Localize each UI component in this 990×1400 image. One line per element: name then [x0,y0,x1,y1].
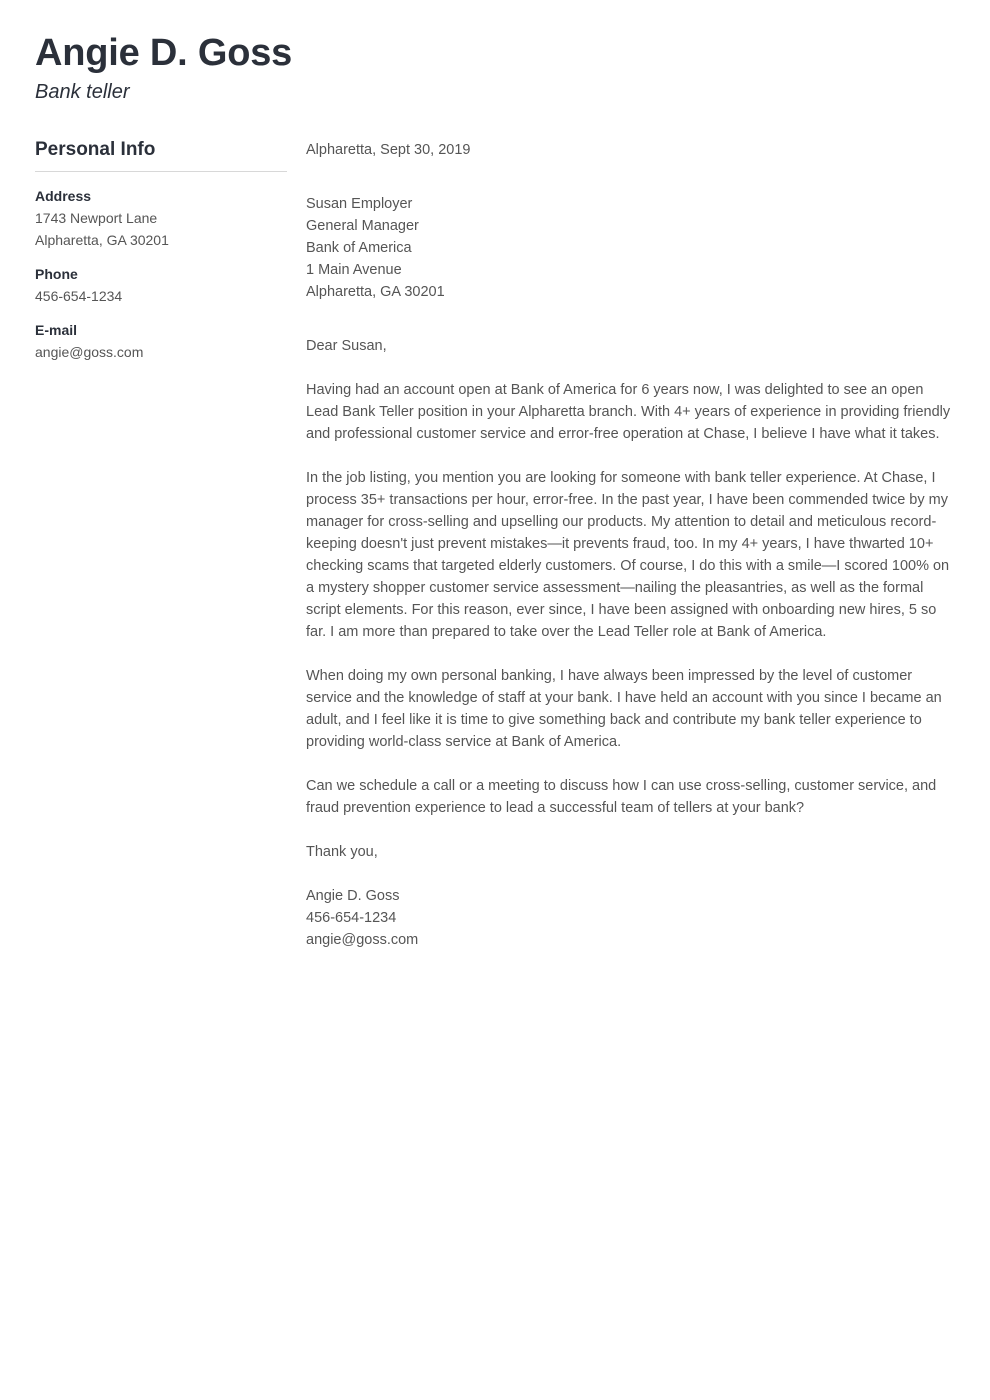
recipient-line: Bank of America [306,240,412,256]
recipient-address-block [306,193,956,303]
signature-block [306,885,956,951]
recipient-line: 1 Main Avenue [306,262,402,278]
applicant-name: Angie D. Goss [35,32,293,74]
info-group [35,263,287,307]
closing-line: Thank you, [306,844,378,860]
salutation: Dear Susan, [306,338,387,354]
letter-paragraph: Can we schedule a call or a meeting to discuss how I can use cross-selling, customer service, and fraud prevention experience to lead a successful team of tellers at your bank? [306,778,937,816]
personal-info-heading: Personal Info [35,139,156,160]
info-label: Phone [35,266,78,282]
info-group [35,185,287,251]
info-value: 1743 Newport Lane [35,210,158,226]
personal-info-sidebar [35,138,287,375]
letter-date: Alpharetta, Sept 30, 2019 [306,142,471,158]
applicant-job-title: Bank teller [35,81,130,103]
info-group [35,319,287,363]
info-label: Address [35,188,92,204]
recipient-line: General Manager [306,218,419,234]
signature-line: angie@goss.com [306,932,419,948]
personal-info-groups [35,185,287,363]
signature-line: Angie D. Goss [306,888,400,904]
letter-paragraph: Having had an account open at Bank of America for 6 years now, I was delighted to see an open Lead Bank Teller position in your Alpharetta branch. With 4+ years of experience in providing friendly and professional customer service and error-free operation at Chase, I believe I have what it takes. [306,382,951,442]
letter-paragraph: In the job listing, you mention you are looking for someone with bank teller experience. At Chase, I process 35+ transactions per hour, error-free. In the past year, I have been commended twice by my manager for cross-selling and upselling our products. My attention to detail and meticulous record-keeping doesn't just prevent mistakes—it prevents fraud, too. In my 4+ years, I have thwarted 10+ checking scams that targeted elderly customers. Of course, I do this with a smile—I scored 100% on a mystery shopper customer service assessment—nailing the pleasantries, as well as the formal script elements. For this reason, ever since, I have been assigned with onboarding new hires, 5 so far. I am more than prepared to take over the Lead Teller role at Bank of America. [306,470,950,640]
info-value: 456-654-1234 [35,288,123,304]
info-label: E-mail [35,322,78,338]
signature-line: 456-654-1234 [306,910,397,926]
letter-body [306,139,956,951]
letter-paragraphs [306,379,956,819]
letter-paragraph: When doing my own personal banking, I have always been impressed by the level of customer service and the knowledge of staff at your bank. I have held an account with you since I became an adult, and I feel like it is time to give something back and contribute my bank teller experience to providing world-class service at Bank of America. [306,668,942,750]
recipient-line: Susan Employer [306,196,413,212]
info-value: angie@goss.com [35,344,144,360]
info-value: Alpharetta, GA 30201 [35,232,169,248]
document-header [35,30,635,105]
recipient-line: Alpharetta, GA 30201 [306,284,445,300]
section-divider [35,171,287,172]
